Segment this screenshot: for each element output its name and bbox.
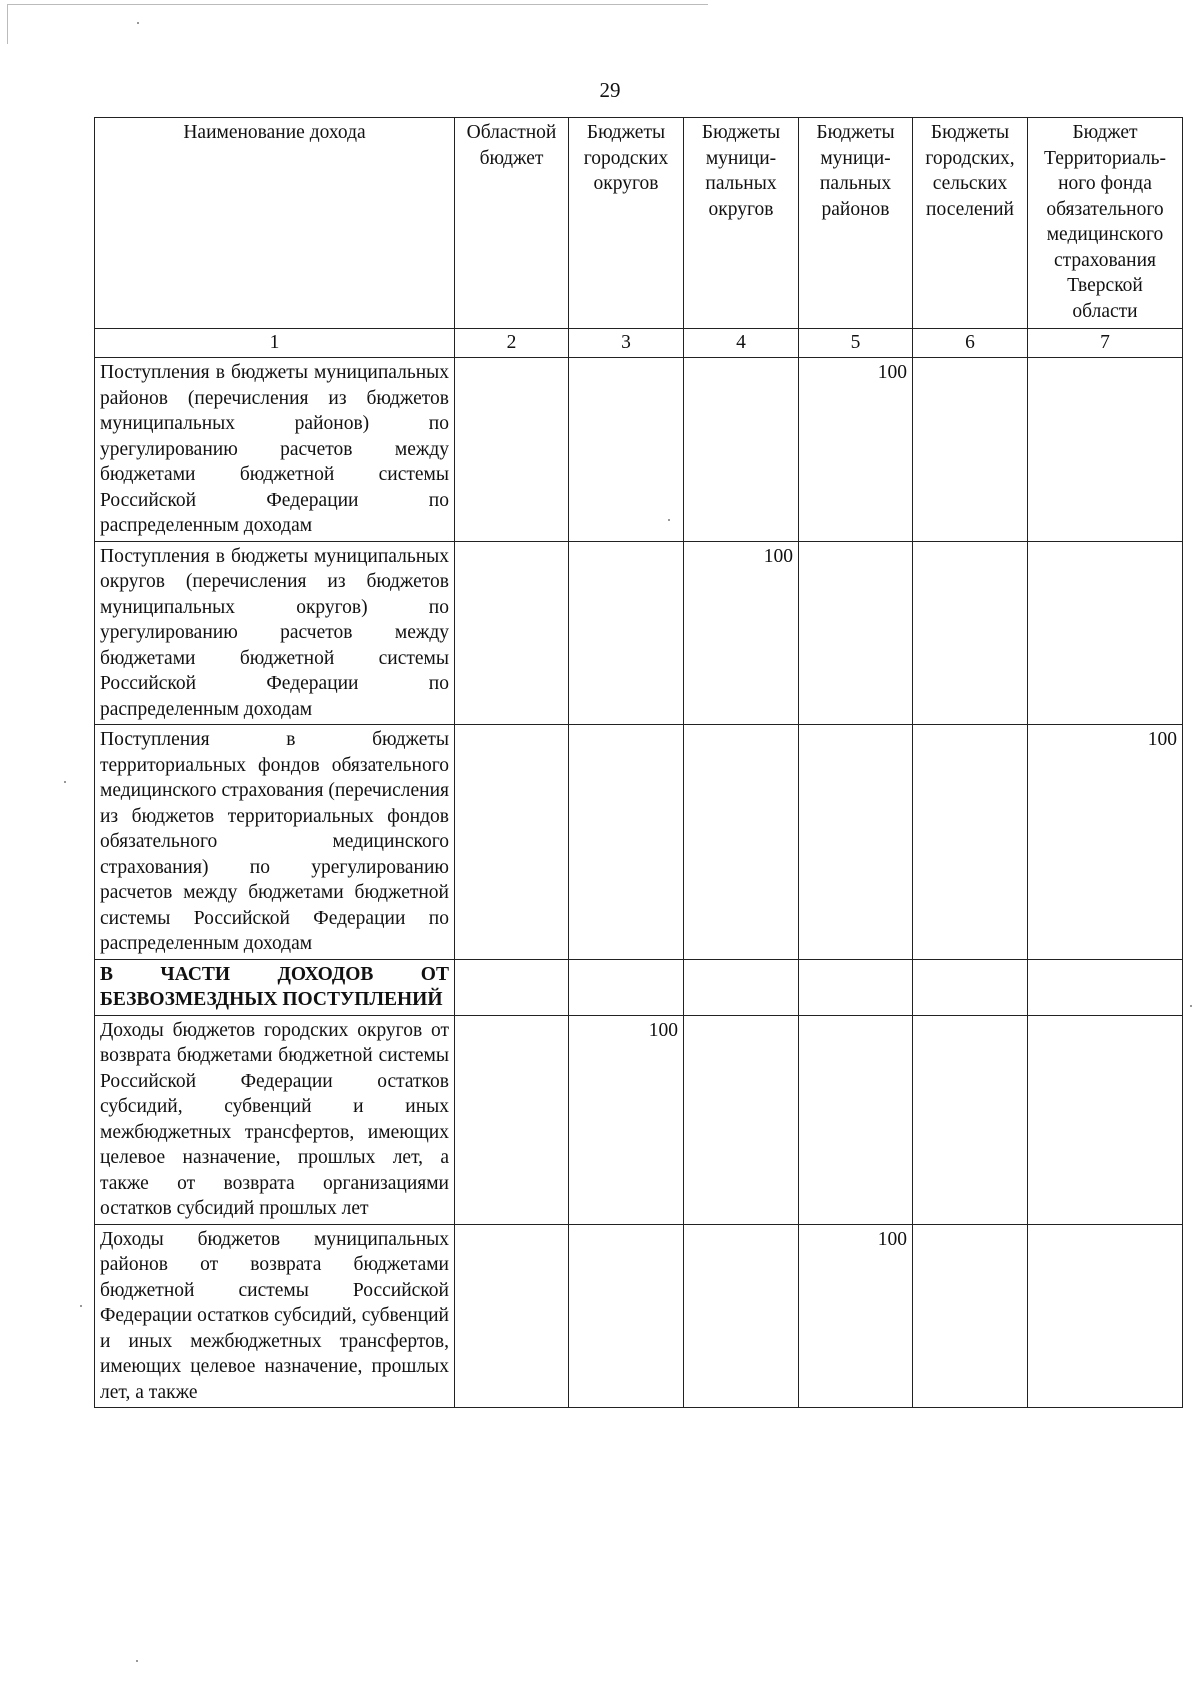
table-row xyxy=(95,725,1183,960)
value-cell: 100 xyxy=(799,358,913,542)
scan-speck xyxy=(137,22,139,24)
column-number: 4 xyxy=(684,329,799,358)
scan-border-top xyxy=(8,4,708,5)
column-number: 6 xyxy=(913,329,1028,358)
value-cell xyxy=(684,1015,799,1224)
table-row xyxy=(95,358,1183,542)
value-cell xyxy=(913,541,1028,725)
value-cell xyxy=(455,1224,569,1408)
column-number: 1 xyxy=(95,329,455,358)
header-revenue-name: Наименование дохода xyxy=(95,118,455,329)
header-city-district-budgets: Бюджеты городских округов xyxy=(569,118,684,329)
header-row xyxy=(95,118,1183,329)
value-cell xyxy=(569,358,684,542)
value-cell xyxy=(913,1015,1028,1224)
scan-speck xyxy=(1190,1005,1192,1007)
value-cell: 100 xyxy=(569,1015,684,1224)
table-row xyxy=(95,1224,1183,1408)
value-cell: 100 xyxy=(1028,725,1183,960)
header-medical-insurance-fund: Бюджет Территориаль-ного фонда обязательного медицинского страхования Тверской области xyxy=(1028,118,1183,329)
value-cell xyxy=(1028,1015,1183,1224)
column-number-row xyxy=(95,329,1183,358)
value-cell xyxy=(455,725,569,960)
scan-speck xyxy=(64,781,66,783)
value-cell xyxy=(913,959,1028,1015)
header-settlement-budgets: Бюджеты городских, сельских поселений xyxy=(913,118,1028,329)
value-cell xyxy=(799,541,913,725)
value-cell: 100 xyxy=(684,541,799,725)
section-heading: В ЧАСТИ ДОХОДОВ ОТ БЕЗВОЗМЕЗДНЫХ ПОСТУПЛЕНИЙ xyxy=(95,959,455,1015)
header-municipal-district-budgets: Бюджеты муници-пальных округов xyxy=(684,118,799,329)
value-cell xyxy=(569,541,684,725)
value-cell xyxy=(913,1224,1028,1408)
value-cell xyxy=(455,541,569,725)
table-row xyxy=(95,1015,1183,1224)
scan-speck xyxy=(80,1305,82,1307)
revenue-name: Поступления в бюджеты муниципальных районов (перечисления из бюджетов муниципальных районов) по урегулированию расчетов между бюджетами бюджетной системы Российской Федерации по распределенным доходам xyxy=(95,358,455,542)
column-number: 5 xyxy=(799,329,913,358)
value-cell xyxy=(684,358,799,542)
revenue-name: Поступления в бюджеты муниципальных округов (перечисления из бюджетов муниципальных округов) по урегулированию расчетов между бюджетами бюджетной системы Российской Федерации по распределенным доходам xyxy=(95,541,455,725)
table-row xyxy=(95,541,1183,725)
scan-speck xyxy=(668,519,670,521)
column-number: 3 xyxy=(569,329,684,358)
revenue-name: Доходы бюджетов муниципальных районов от возврата бюджетами бюджетной системы Российской Федерации остатков субсидий, субвенций и иных межбюджетных трансфертов, имеющих целевое назначение, прошлых лет, а также xyxy=(95,1224,455,1408)
revenue-name: Доходы бюджетов городских округов от возврата бюджетами бюджетной системы Российской Федерации остатков субсидий, субвенций и иных межбюджетных трансфертов, имеющих целевое назначение, прошлых лет, а также от возврата организациями остатков субсидий прошлых лет xyxy=(95,1015,455,1224)
value-cell xyxy=(569,959,684,1015)
revenue-distribution-table xyxy=(94,117,1183,1408)
scan-border-left xyxy=(7,4,8,44)
value-cell xyxy=(455,358,569,542)
value-cell xyxy=(799,1015,913,1224)
scan-speck xyxy=(136,1660,138,1662)
value-cell xyxy=(455,1015,569,1224)
value-cell xyxy=(1028,959,1183,1015)
value-cell xyxy=(684,959,799,1015)
value-cell xyxy=(1028,1224,1183,1408)
value-cell xyxy=(1028,541,1183,725)
header-regional-budget: Областной бюджет xyxy=(455,118,569,329)
value-cell xyxy=(569,1224,684,1408)
value-cell: 100 xyxy=(799,1224,913,1408)
value-cell xyxy=(455,959,569,1015)
value-cell xyxy=(684,1224,799,1408)
value-cell xyxy=(913,725,1028,960)
value-cell xyxy=(684,725,799,960)
page-number: 29 xyxy=(599,78,621,102)
value-cell xyxy=(799,725,913,960)
value-cell xyxy=(799,959,913,1015)
revenue-name: Поступления в бюджеты территориальных фондов обязательного медицинского страхования (перечисления из бюджетов территориальных фондов обязательного медицинского страхования) по урегулированию расчетов между бюджетами бюджетной системы Российской Федерации по распределенным доходам xyxy=(95,725,455,960)
value-cell xyxy=(569,725,684,960)
column-number: 2 xyxy=(455,329,569,358)
column-number: 7 xyxy=(1028,329,1183,358)
value-cell xyxy=(1028,358,1183,542)
value-cell xyxy=(913,358,1028,542)
section-heading-row xyxy=(95,959,1183,1015)
header-municipal-area-budgets: Бюджеты муници-пальных районов xyxy=(799,118,913,329)
